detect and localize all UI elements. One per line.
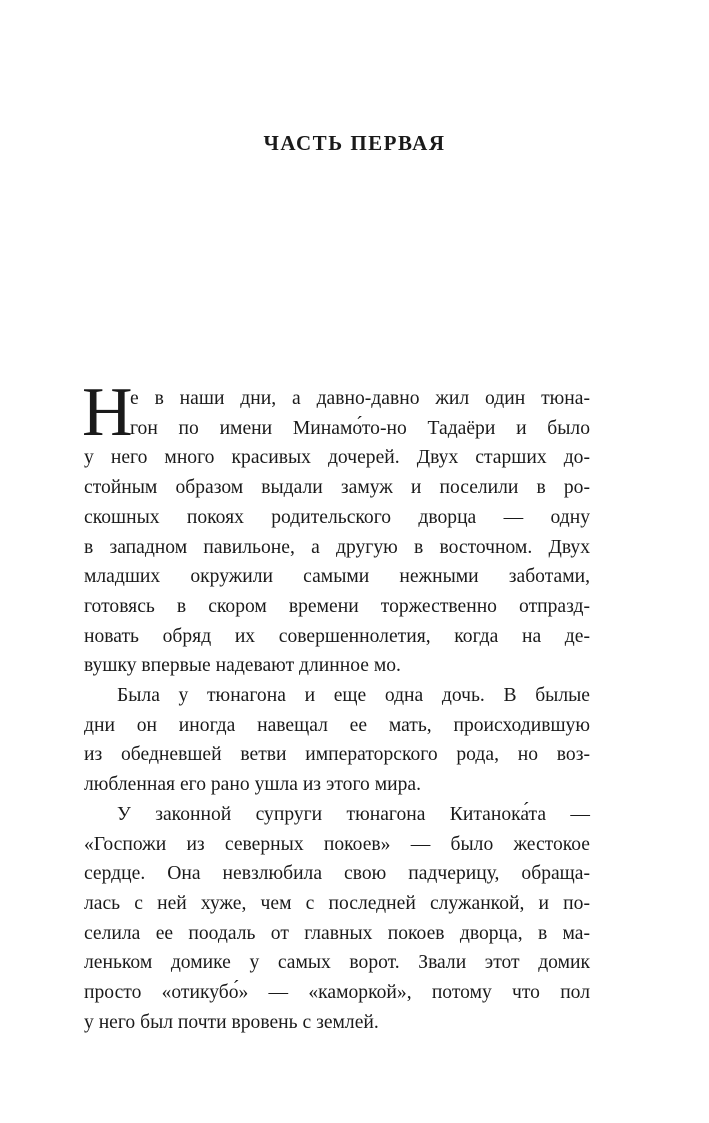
text-line: вушку впервые надевают длинное мо. (84, 655, 401, 677)
text-line: готовясь в скором времени торжественно отпразд- (84, 595, 590, 617)
text-line: гон по имени Минамо́то-но Тадаёри и было (130, 417, 590, 439)
chapter-title: ЧАСТЬ ПЕРВАЯ (263, 131, 446, 155)
paragraph-2 (84, 681, 590, 800)
text-line: селила ее поодаль от главных покоев дворца, в ма- (84, 922, 590, 944)
text-line: у него был почти вровень с землей. (84, 1011, 379, 1033)
paragraph-3 (84, 800, 590, 1038)
body-text (82, 374, 590, 1037)
text-line: у него много красивых дочерей. Двух старших до- (84, 447, 590, 469)
drop-cap: Н (82, 374, 133, 451)
text-line: стойным образом выдали замуж и поселили в ро- (84, 477, 590, 499)
text-line: леньком домике у самых ворот. Звали этот домик (84, 952, 590, 974)
text-line: любленная его рано ушла из этого мира. (84, 774, 421, 796)
text-line: «Госпожи из северных покоев» — было жестокое (84, 833, 590, 855)
text-line: из обедневшей ветви императорского рода, но воз- (84, 744, 590, 766)
text-line: Была у тюнагона и еще одна дочь. В былые (117, 685, 590, 707)
text-line: У законной супруги тюнагона Китанока́та — (117, 803, 590, 825)
text-line: просто «отикубо́» — «каморкой», потому что пол (84, 982, 590, 1004)
text-line: младших окружили самыми нежными заботами, (84, 566, 590, 588)
text-line: скошных покоях родительского дворца — одну (84, 506, 590, 528)
paragraph-1 (82, 374, 590, 681)
text-line: в западном павильоне, а другую в восточном. Двух (84, 536, 590, 558)
text-line: дни он иногда навещал ее мать, происходившую (84, 714, 590, 736)
text-line: новать обряд их совершеннолетия, когда на де- (84, 625, 590, 647)
text-line: сердце. Она невзлюбила свою падчерицу, обраща- (84, 863, 590, 885)
text-line: лась с ней хуже, чем с последней служанкой, и по- (84, 892, 590, 914)
text-line: е в наши дни, а давно-давно жил один тюна- (130, 388, 590, 409)
